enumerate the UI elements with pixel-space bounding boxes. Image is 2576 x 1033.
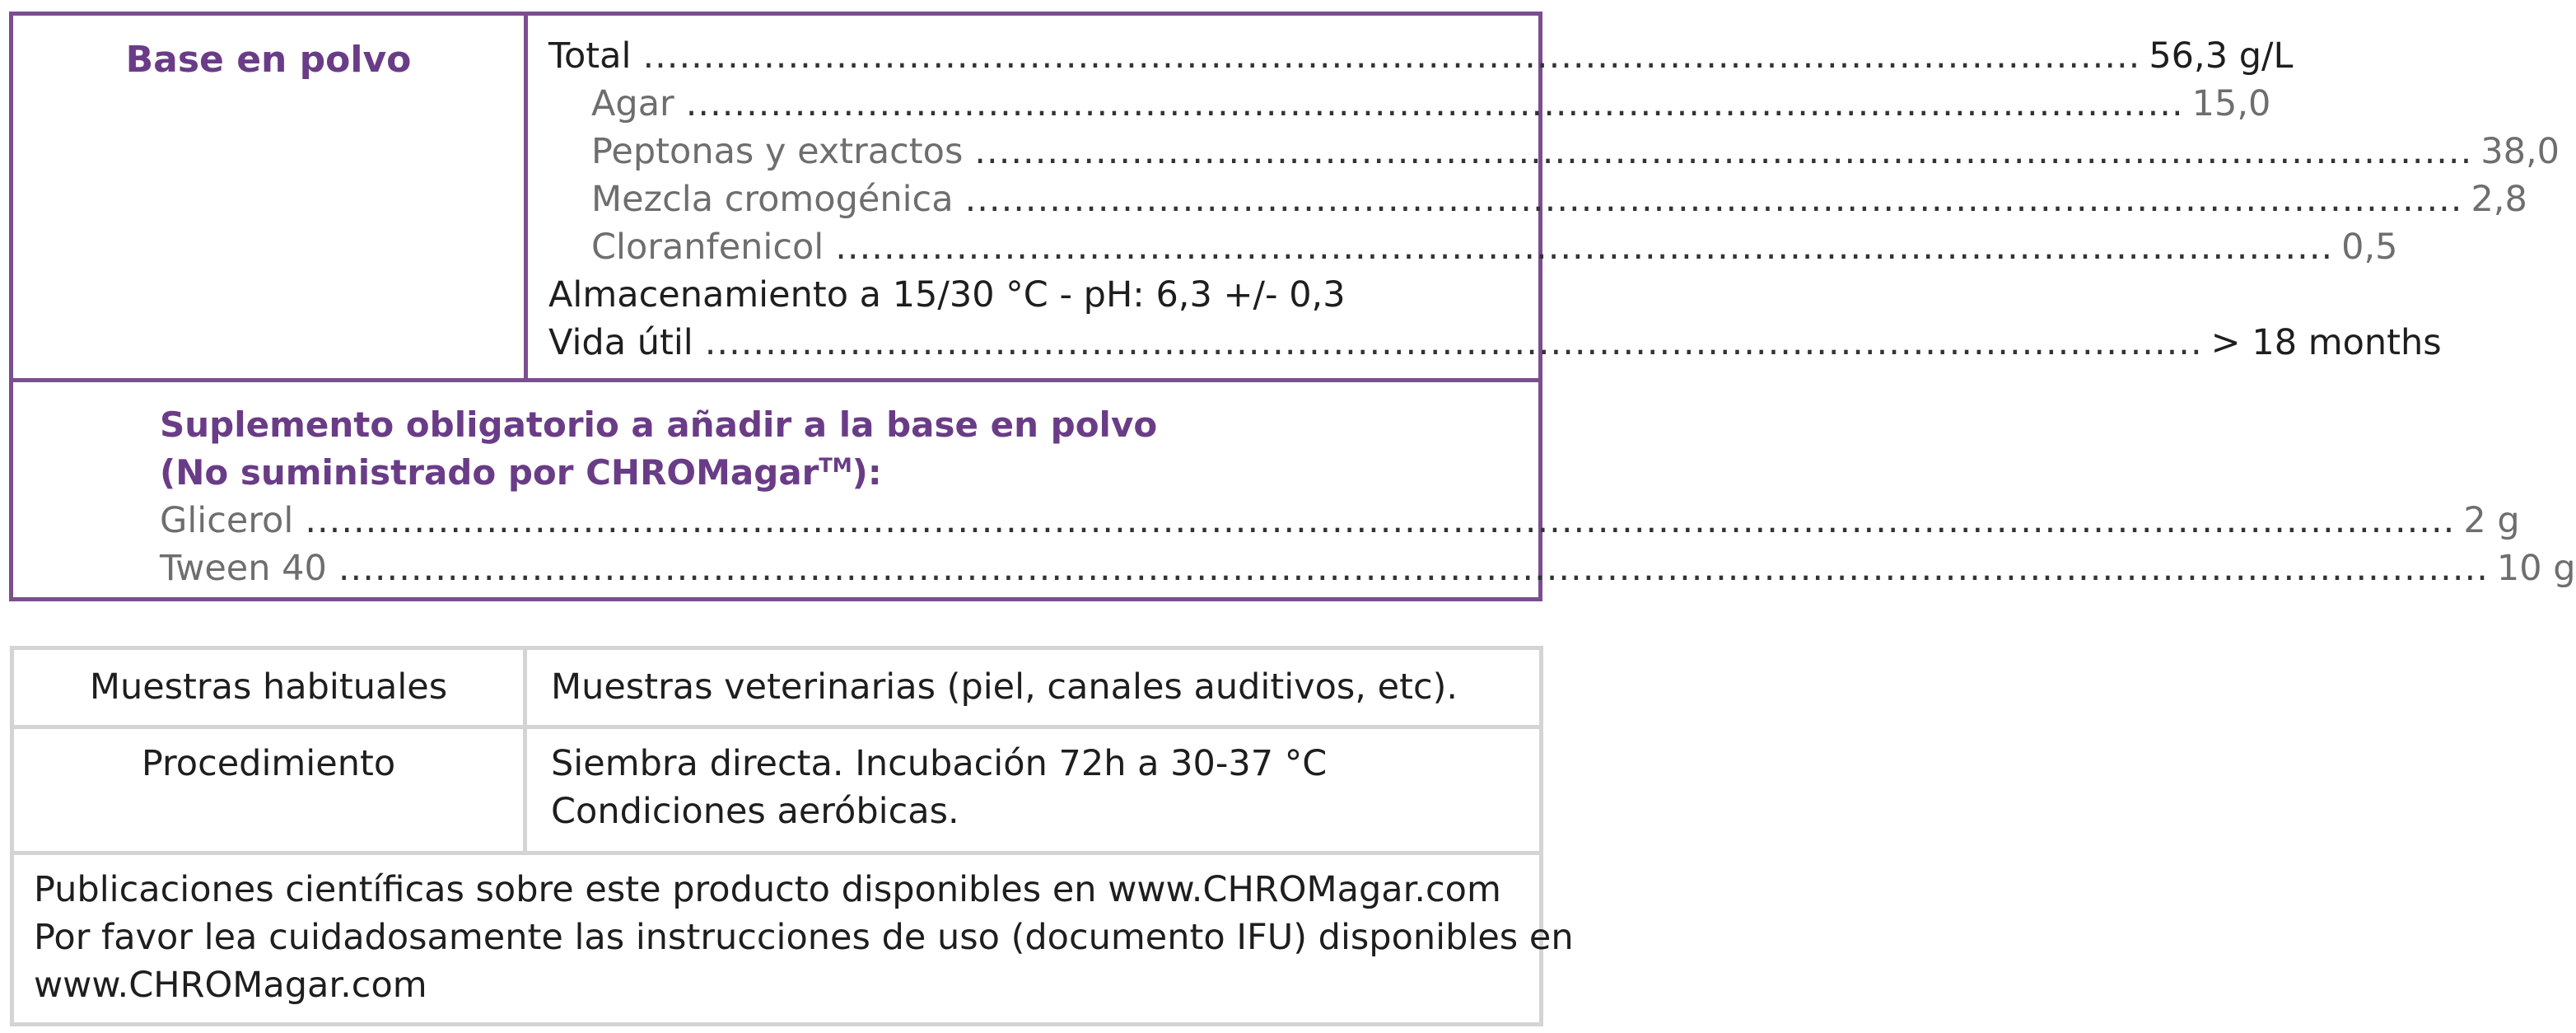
base-title: Base en polvo — [125, 39, 412, 81]
samples-label: Muestras habituales — [89, 666, 448, 708]
publications-line-2: Por favor lea cuidadosamente las instrucciones de uso (documento IFU) disponibles en — [34, 917, 1574, 958]
supplement-title: Suplemento obligatorio a añadir a la base en polvo — [160, 404, 1158, 445]
composition-box — [9, 12, 2576, 601]
publications-line-1: Publicaciones científicas sobre este producto disponibles en www.CHROMagar.com — [34, 869, 1501, 910]
ingredient-row — [591, 227, 2398, 268]
supplement-row — [160, 548, 2576, 589]
procedure-line-2: Condiciones aeróbicas. — [551, 791, 959, 832]
info-row-divider — [14, 851, 1539, 855]
samples-value: Muestras veterinarias (piel, canales auditivos, etc). — [551, 666, 1458, 708]
shelf-life-label: Vida útil — [548, 322, 693, 363]
info-vertical-divider — [523, 650, 527, 854]
procedure-line-1: Siembra directa. Incubación 72h a 30-37 °C — [551, 743, 1328, 784]
leader-dots: ............................................................................................................................ — [704, 322, 2203, 363]
leader-dots: ............................................................................................................................ — [685, 83, 2184, 124]
supplement-value: 10 g — [2496, 548, 2576, 589]
total-label: Total — [548, 35, 632, 77]
procedure-label: Procedimiento — [141, 743, 396, 784]
supplement-subtitle-text: (No suministrado por CHROMagar — [160, 452, 819, 493]
ingredient-value: 38,0 — [2480, 131, 2560, 172]
supplement-value: 2 g — [2463, 500, 2520, 541]
total-value: 56,3 g/L — [2149, 35, 2294, 77]
ingredient-row — [591, 131, 2560, 172]
ingredient-label: Agar — [591, 83, 674, 124]
supplement-label: Tween 40 — [160, 548, 327, 589]
composition-vertical-divider — [524, 16, 528, 378]
ingredient-label: Peptonas y extractos — [591, 131, 964, 172]
supplement-subtitle — [160, 452, 882, 493]
publications-line-3: www.CHROMagar.com — [34, 965, 427, 1006]
supplement-subtitle-end: ): — [852, 452, 882, 493]
info-table — [10, 646, 1574, 1026]
ingredient-row — [591, 83, 2271, 124]
leader-dots: ............................................................................................................................ — [835, 227, 2334, 268]
leader-dots: ............................................................................................................................ — [974, 131, 2473, 172]
trademark-symbol: TM — [819, 454, 852, 477]
ingredient-value: 15,0 — [2191, 83, 2271, 124]
leader-dots: .................................................................................................................................................................................. — [338, 548, 2489, 589]
total-row — [548, 35, 2294, 77]
ingredient-value: 0,5 — [2341, 227, 2398, 268]
leader-dots: ............................................................................................................................ — [642, 35, 2141, 77]
ingredient-label: Mezcla cromogénica — [591, 179, 954, 220]
storage-text: Almacenamiento a 15/30 °C - pH: 6,3 +/- 0,3 — [548, 274, 1346, 316]
shelf-life-value: > 18 months — [2210, 322, 2442, 363]
leader-dots: ............................................................................................................................ — [964, 179, 2463, 220]
composition-horizontal-divider — [13, 378, 1538, 382]
leader-dots: .................................................................................................................................................................................. — [305, 500, 2456, 541]
supplement-label: Glicerol — [160, 500, 294, 541]
shelf-life-row — [548, 322, 2442, 363]
supplement-row — [160, 500, 2520, 541]
ingredient-value: 2,8 — [2471, 179, 2527, 220]
info-row-divider — [14, 725, 1539, 729]
ingredient-label: Cloranfenicol — [591, 227, 824, 268]
ingredient-row — [591, 179, 2527, 220]
